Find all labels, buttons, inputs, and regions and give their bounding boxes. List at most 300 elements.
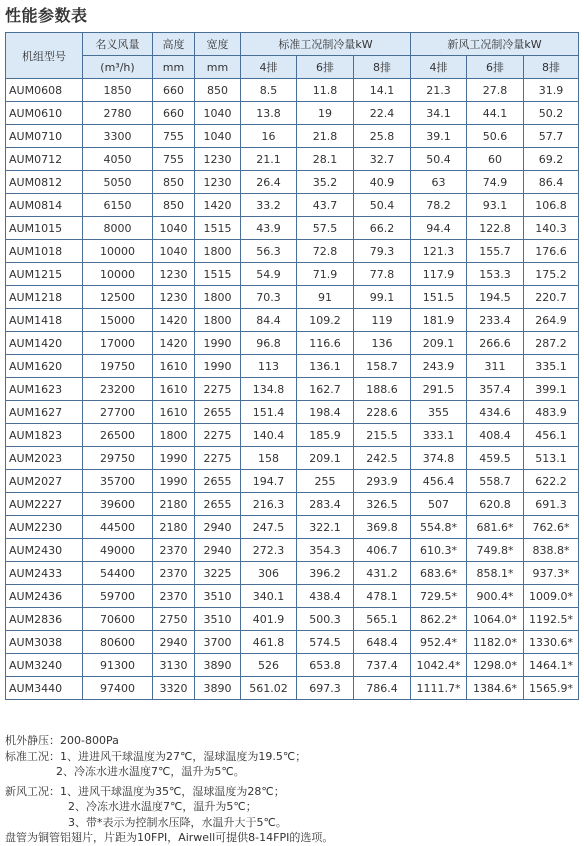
value-cell: 1850 xyxy=(83,79,153,102)
value-cell: 233.4 xyxy=(467,309,524,332)
model-cell: AUM1418 xyxy=(6,309,83,332)
value-cell: 27.8 xyxy=(467,79,524,102)
value-cell: 610.3* xyxy=(411,539,467,562)
value-cell: 401.9 xyxy=(241,608,297,631)
value-cell: 1230 xyxy=(153,263,195,286)
model-cell: AUM1627 xyxy=(6,401,83,424)
value-cell: 558.7 xyxy=(467,470,524,493)
value-cell: 653.8 xyxy=(297,654,354,677)
value-cell: 188.6 xyxy=(354,378,411,401)
value-cell: 357.4 xyxy=(467,378,524,401)
value-cell: 1990 xyxy=(153,470,195,493)
value-cell: 438.4 xyxy=(297,585,354,608)
value-cell: 136.1 xyxy=(297,355,354,378)
header-fresh-capacity: 新风工况制冷量kW xyxy=(411,33,579,56)
value-cell: 74.9 xyxy=(467,171,524,194)
value-cell: 25.8 xyxy=(354,125,411,148)
table-row xyxy=(6,171,579,194)
value-cell: 12500 xyxy=(83,286,153,309)
value-cell: 1990 xyxy=(195,332,241,355)
value-cell: 2750 xyxy=(153,608,195,631)
value-cell: 1192.5* xyxy=(524,608,579,631)
value-cell: 140.4 xyxy=(241,424,297,447)
value-cell: 683.6* xyxy=(411,562,467,585)
value-cell: 242.5 xyxy=(354,447,411,470)
value-cell: 838.8* xyxy=(524,539,579,562)
value-cell: 293.9 xyxy=(354,470,411,493)
value-cell: 3700 xyxy=(195,631,241,654)
value-cell: 1610 xyxy=(153,401,195,424)
value-cell: 431.2 xyxy=(354,562,411,585)
value-cell: 26.4 xyxy=(241,171,297,194)
value-cell: 1064.0* xyxy=(467,608,524,631)
note-coil: 盘管为铜管铝翅片，片距为10FPI，Airwell可提供8-14FPI的选项。 xyxy=(5,831,334,844)
value-cell: 50.6 xyxy=(467,125,524,148)
value-cell: 399.1 xyxy=(524,378,579,401)
value-cell: 786.4 xyxy=(354,677,411,700)
value-cell: 755 xyxy=(153,125,195,148)
note-standard-1 xyxy=(5,749,333,765)
value-cell: 50.2 xyxy=(524,102,579,125)
model-cell: AUM1623 xyxy=(6,378,83,401)
value-cell: 369.8 xyxy=(354,516,411,539)
value-cell: 2180 xyxy=(153,493,195,516)
value-cell: 77.8 xyxy=(354,263,411,286)
value-cell: 3130 xyxy=(153,654,195,677)
value-cell: 2940 xyxy=(153,631,195,654)
value-cell: 50.4 xyxy=(411,148,467,171)
value-cell: 29750 xyxy=(83,447,153,470)
value-cell: 151.5 xyxy=(411,286,467,309)
value-cell: 94.4 xyxy=(411,217,467,240)
value-cell: 3890 xyxy=(195,677,241,700)
table-row xyxy=(6,240,579,263)
header-fresh-8rows: 8排 xyxy=(524,56,579,79)
value-cell: 99.1 xyxy=(354,286,411,309)
value-cell: 1182.0* xyxy=(467,631,524,654)
value-cell: 57.5 xyxy=(297,217,354,240)
table-row xyxy=(6,309,579,332)
value-cell: 39600 xyxy=(83,493,153,516)
header-width: 宽度 xyxy=(195,33,241,56)
value-cell: 70600 xyxy=(83,608,153,631)
value-cell: 59700 xyxy=(83,585,153,608)
table-row xyxy=(6,677,579,700)
value-cell: 697.3 xyxy=(297,677,354,700)
value-cell: 28.1 xyxy=(297,148,354,171)
value-cell: 209.1 xyxy=(411,332,467,355)
table-row xyxy=(6,608,579,631)
value-cell: 63 xyxy=(411,171,467,194)
header-airflow: 名义风量 xyxy=(83,33,153,56)
header-std-6rows: 6排 xyxy=(297,56,354,79)
value-cell: 648.4 xyxy=(354,631,411,654)
value-cell: 1800 xyxy=(195,309,241,332)
value-cell: 1040 xyxy=(153,240,195,263)
value-cell: 10000 xyxy=(83,263,153,286)
value-cell: 1040 xyxy=(195,102,241,125)
model-cell: AUM2023 xyxy=(6,447,83,470)
value-cell: 34.1 xyxy=(411,102,467,125)
value-cell: 900.4* xyxy=(467,585,524,608)
performance-table xyxy=(5,32,579,700)
table-row xyxy=(6,125,579,148)
value-cell: 54400 xyxy=(83,562,153,585)
header-row-1 xyxy=(6,33,579,56)
value-cell: 937.3* xyxy=(524,562,579,585)
value-cell: 1230 xyxy=(153,286,195,309)
value-cell: 13.8 xyxy=(241,102,297,125)
value-cell: 21.3 xyxy=(411,79,467,102)
value-cell: 122.8 xyxy=(467,217,524,240)
value-cell: 850 xyxy=(195,79,241,102)
value-cell: 15000 xyxy=(83,309,153,332)
value-cell: 54.9 xyxy=(241,263,297,286)
value-cell: 561.02 xyxy=(241,677,297,700)
value-cell: 266.6 xyxy=(467,332,524,355)
value-cell: 16 xyxy=(241,125,297,148)
value-cell: 3510 xyxy=(195,608,241,631)
table-row xyxy=(6,539,579,562)
value-cell: 862.2* xyxy=(411,608,467,631)
value-cell: 60 xyxy=(467,148,524,171)
value-cell: 762.6* xyxy=(524,516,579,539)
value-cell: 1610 xyxy=(153,355,195,378)
page-title: 性能参数表 xyxy=(5,6,88,25)
value-cell: 14.1 xyxy=(354,79,411,102)
value-cell: 1464.1* xyxy=(524,654,579,677)
table-row xyxy=(6,424,579,447)
value-cell: 483.9 xyxy=(524,401,579,424)
table-row xyxy=(6,148,579,171)
value-cell: 40.9 xyxy=(354,171,411,194)
value-cell: 322.1 xyxy=(297,516,354,539)
value-cell: 507 xyxy=(411,493,467,516)
note-fresh-text-2: 2、冷冻水进水温度7℃，温升为5℃； xyxy=(68,800,257,813)
value-cell: 35700 xyxy=(83,470,153,493)
value-cell: 311 xyxy=(467,355,524,378)
value-cell: 158 xyxy=(241,447,297,470)
value-cell: 500.3 xyxy=(297,608,354,631)
value-cell: 140.3 xyxy=(524,217,579,240)
value-cell: 1330.6* xyxy=(524,631,579,654)
value-cell: 3225 xyxy=(195,562,241,585)
model-cell: AUM0814 xyxy=(6,194,83,217)
value-cell: 660 xyxy=(153,102,195,125)
value-cell: 79.3 xyxy=(354,240,411,263)
model-cell: AUM0610 xyxy=(6,102,83,125)
model-cell: AUM0812 xyxy=(6,171,83,194)
value-cell: 153.3 xyxy=(467,263,524,286)
value-cell: 243.9 xyxy=(411,355,467,378)
value-cell: 247.5 xyxy=(241,516,297,539)
value-cell: 158.7 xyxy=(354,355,411,378)
value-cell: 194.7 xyxy=(241,470,297,493)
value-cell: 44500 xyxy=(83,516,153,539)
table-row xyxy=(6,378,579,401)
model-cell: AUM1620 xyxy=(6,355,83,378)
value-cell: 3320 xyxy=(153,677,195,700)
value-cell: 228.6 xyxy=(354,401,411,424)
value-cell: 335.1 xyxy=(524,355,579,378)
value-cell: 44.1 xyxy=(467,102,524,125)
value-cell: 2180 xyxy=(153,516,195,539)
value-cell: 151.4 xyxy=(241,401,297,424)
value-cell: 117.9 xyxy=(411,263,467,286)
table-row xyxy=(6,562,579,585)
value-cell: 6150 xyxy=(83,194,153,217)
value-cell: 209.1 xyxy=(297,447,354,470)
model-cell: AUM2433 xyxy=(6,562,83,585)
value-cell: 2940 xyxy=(195,516,241,539)
value-cell: 1515 xyxy=(195,217,241,240)
value-cell: 23200 xyxy=(83,378,153,401)
value-cell: 21.1 xyxy=(241,148,297,171)
value-cell: 21.8 xyxy=(297,125,354,148)
value-cell: 2655 xyxy=(195,493,241,516)
model-cell: AUM1823 xyxy=(6,424,83,447)
value-cell: 27700 xyxy=(83,401,153,424)
value-cell: 2940 xyxy=(195,539,241,562)
value-cell: 1230 xyxy=(195,171,241,194)
header-std-4rows: 4排 xyxy=(241,56,297,79)
value-cell: 66.2 xyxy=(354,217,411,240)
value-cell: 1990 xyxy=(153,447,195,470)
value-cell: 39.1 xyxy=(411,125,467,148)
table-row xyxy=(6,194,579,217)
header-airflow-unit: (m³/h) xyxy=(83,56,153,79)
value-cell: 176.6 xyxy=(524,240,579,263)
value-cell: 86.4 xyxy=(524,171,579,194)
value-cell: 2655 xyxy=(195,470,241,493)
value-cell: 43.9 xyxy=(241,217,297,240)
header-fresh-6rows: 6排 xyxy=(467,56,524,79)
value-cell: 1420 xyxy=(153,309,195,332)
note-fresh-label: 新风工况： xyxy=(5,784,60,798)
note-standard-label: 标准工况： xyxy=(5,749,60,763)
note-standard-text-2: 2、冷冻水进水温度7℃，温升为5℃。 xyxy=(56,765,245,778)
table-row xyxy=(6,631,579,654)
value-cell: 97400 xyxy=(83,677,153,700)
value-cell: 1111.7* xyxy=(411,677,467,700)
model-cell: AUM3240 xyxy=(6,654,83,677)
header-width-unit: mm xyxy=(195,56,241,79)
value-cell: 850 xyxy=(153,194,195,217)
header-row-2 xyxy=(6,56,579,79)
note-fresh-1 xyxy=(5,784,333,800)
value-cell: 264.9 xyxy=(524,309,579,332)
value-cell: 155.7 xyxy=(467,240,524,263)
value-cell: 2275 xyxy=(195,378,241,401)
notes xyxy=(5,733,333,846)
value-cell: 84.4 xyxy=(241,309,297,332)
value-cell: 461.8 xyxy=(241,631,297,654)
value-cell: 952.4* xyxy=(411,631,467,654)
table-row xyxy=(6,217,579,240)
value-cell: 255 xyxy=(297,470,354,493)
value-cell: 19750 xyxy=(83,355,153,378)
header-height-unit: mm xyxy=(153,56,195,79)
model-cell: AUM1420 xyxy=(6,332,83,355)
value-cell: 134.8 xyxy=(241,378,297,401)
value-cell: 434.6 xyxy=(467,401,524,424)
model-cell: AUM2227 xyxy=(6,493,83,516)
value-cell: 162.7 xyxy=(297,378,354,401)
value-cell: 1420 xyxy=(195,194,241,217)
value-cell: 1040 xyxy=(153,217,195,240)
value-cell: 478.1 xyxy=(354,585,411,608)
value-cell: 408.4 xyxy=(467,424,524,447)
value-cell: 136 xyxy=(354,332,411,355)
value-cell: 43.7 xyxy=(297,194,354,217)
note-fresh-text-3: 3、带*表示为控制水压降，水温升大于5℃。 xyxy=(68,815,287,829)
model-cell: AUM1018 xyxy=(6,240,83,263)
table-row xyxy=(6,516,579,539)
value-cell: 287.2 xyxy=(524,332,579,355)
value-cell: 333.1 xyxy=(411,424,467,447)
value-cell: 355 xyxy=(411,401,467,424)
value-cell: 69.2 xyxy=(524,148,579,171)
value-cell: 850 xyxy=(153,171,195,194)
value-cell: 91300 xyxy=(83,654,153,677)
value-cell: 660 xyxy=(153,79,195,102)
value-cell: 1800 xyxy=(153,424,195,447)
value-cell: 70.3 xyxy=(241,286,297,309)
value-cell: 291.5 xyxy=(411,378,467,401)
value-cell: 2275 xyxy=(195,424,241,447)
header-fresh-4rows: 4排 xyxy=(411,56,467,79)
value-cell: 406.7 xyxy=(354,539,411,562)
value-cell: 11.8 xyxy=(297,79,354,102)
model-cell: AUM1215 xyxy=(6,263,83,286)
value-cell: 33.2 xyxy=(241,194,297,217)
value-cell: 2655 xyxy=(195,401,241,424)
value-cell: 8000 xyxy=(83,217,153,240)
value-cell: 31.9 xyxy=(524,79,579,102)
value-cell: 3890 xyxy=(195,654,241,677)
value-cell: 119 xyxy=(354,309,411,332)
value-cell: 1298.0* xyxy=(467,654,524,677)
table-row xyxy=(6,447,579,470)
note-fresh-text-1: 1、进风干球温度为35℃，湿球温度为28℃； xyxy=(60,784,285,798)
table-row xyxy=(6,470,579,493)
model-cell: AUM2230 xyxy=(6,516,83,539)
value-cell: 17000 xyxy=(83,332,153,355)
value-cell: 3300 xyxy=(83,125,153,148)
value-cell: 459.5 xyxy=(467,447,524,470)
model-cell: AUM2436 xyxy=(6,585,83,608)
header-height: 高度 xyxy=(153,33,195,56)
value-cell: 691.3 xyxy=(524,493,579,516)
value-cell: 194.5 xyxy=(467,286,524,309)
value-cell: 1384.6* xyxy=(467,677,524,700)
value-cell: 32.7 xyxy=(354,148,411,171)
value-cell: 1420 xyxy=(153,332,195,355)
value-cell: 354.3 xyxy=(297,539,354,562)
value-cell: 526 xyxy=(241,654,297,677)
value-cell: 4050 xyxy=(83,148,153,171)
value-cell: 1042.4* xyxy=(411,654,467,677)
value-cell: 198.4 xyxy=(297,401,354,424)
table-row xyxy=(6,332,579,355)
value-cell: 283.4 xyxy=(297,493,354,516)
value-cell: 737.4 xyxy=(354,654,411,677)
value-cell: 50.4 xyxy=(354,194,411,217)
value-cell: 116.6 xyxy=(297,332,354,355)
value-cell: 19 xyxy=(297,102,354,125)
value-cell: 622.2 xyxy=(524,470,579,493)
value-cell: 96.8 xyxy=(241,332,297,355)
value-cell: 374.8 xyxy=(411,447,467,470)
value-cell: 2370 xyxy=(153,539,195,562)
header-model: 机组型号 xyxy=(6,33,83,79)
table-row xyxy=(6,263,579,286)
table-row xyxy=(6,654,579,677)
value-cell: 1565.9* xyxy=(524,677,579,700)
value-cell: 56.3 xyxy=(241,240,297,263)
table-row xyxy=(6,355,579,378)
value-cell: 215.5 xyxy=(354,424,411,447)
value-cell: 326.5 xyxy=(354,493,411,516)
value-cell: 80600 xyxy=(83,631,153,654)
value-cell: 749.8* xyxy=(467,539,524,562)
value-cell: 1040 xyxy=(195,125,241,148)
value-cell: 729.5* xyxy=(411,585,467,608)
value-cell: 858.1* xyxy=(467,562,524,585)
value-cell: 8.5 xyxy=(241,79,297,102)
table-row xyxy=(6,286,579,309)
value-cell: 2780 xyxy=(83,102,153,125)
value-cell: 456.4 xyxy=(411,470,467,493)
value-cell: 49000 xyxy=(83,539,153,562)
value-cell: 1990 xyxy=(195,355,241,378)
model-cell: AUM3440 xyxy=(6,677,83,700)
model-cell: AUM2836 xyxy=(6,608,83,631)
value-cell: 513.1 xyxy=(524,447,579,470)
value-cell: 574.5 xyxy=(297,631,354,654)
value-cell: 109.2 xyxy=(297,309,354,332)
value-cell: 121.3 xyxy=(411,240,467,263)
value-cell: 681.6* xyxy=(467,516,524,539)
value-cell: 1800 xyxy=(195,286,241,309)
value-cell: 3510 xyxy=(195,585,241,608)
value-cell: 1515 xyxy=(195,263,241,286)
value-cell: 78.2 xyxy=(411,194,467,217)
header-standard-capacity: 标准工况制冷量kW xyxy=(241,33,411,56)
table-row xyxy=(6,585,579,608)
value-cell: 272.3 xyxy=(241,539,297,562)
value-cell: 755 xyxy=(153,148,195,171)
value-cell: 2370 xyxy=(153,585,195,608)
value-cell: 35.2 xyxy=(297,171,354,194)
value-cell: 220.7 xyxy=(524,286,579,309)
value-cell: 113 xyxy=(241,355,297,378)
model-cell: AUM0608 xyxy=(6,79,83,102)
value-cell: 26500 xyxy=(83,424,153,447)
model-cell: AUM3038 xyxy=(6,631,83,654)
note-standard-text-1: 1、进进风干球温度为27℃，湿球温度为19.5℃； xyxy=(60,749,307,763)
value-cell: 1610 xyxy=(153,378,195,401)
header-std-8rows: 8排 xyxy=(354,56,411,79)
model-cell: AUM0710 xyxy=(6,125,83,148)
model-cell: AUM2430 xyxy=(6,539,83,562)
table-row xyxy=(6,79,579,102)
model-cell: AUM1015 xyxy=(6,217,83,240)
value-cell: 185.9 xyxy=(297,424,354,447)
value-cell: 396.2 xyxy=(297,562,354,585)
model-cell: AUM2027 xyxy=(6,470,83,493)
value-cell: 456.1 xyxy=(524,424,579,447)
